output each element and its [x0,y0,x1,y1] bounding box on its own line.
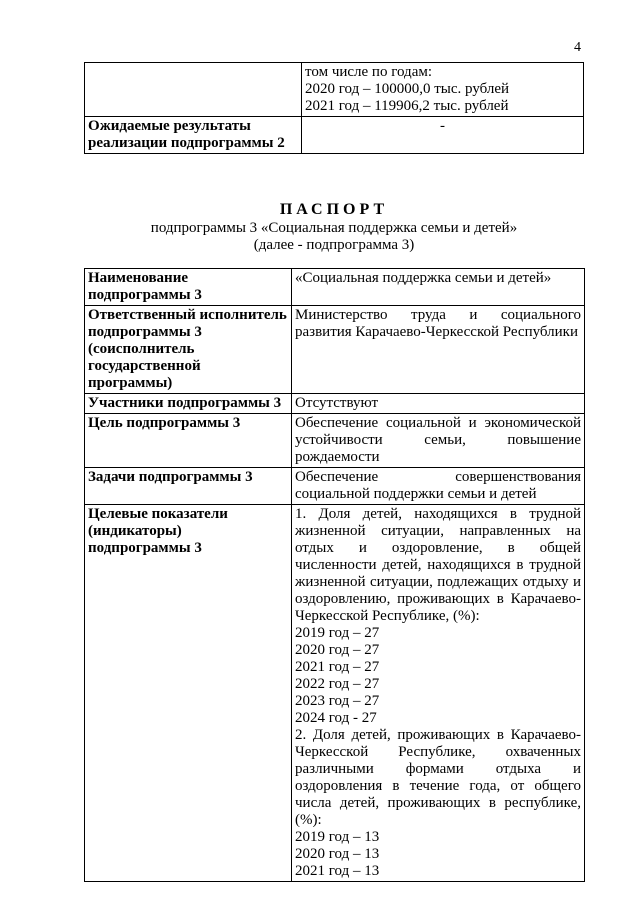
previous-subprogram-table [84,62,584,154]
indicator-line: 2020 год – 27 [295,642,380,658]
table-row [85,63,584,117]
expected-results-value: - [302,117,584,154]
indicator-line: 1. Доля детей, находящихся в трудной жизненной ситуации, направленных на отдых и оздоровление, в общей численности детей, находящихся в трудной жизненной ситуации, подлежащих отдыху и оздоровлению, проживающих в Карачаево-Черкесской Республике, (%): [295,506,581,624]
responsible-executor-label: Ответственный исполнитель подпрограммы 3 (соисполнитель государственной программы) [85,306,292,394]
subprogram-name-label: Наименование подпрограммы 3 [85,269,292,306]
indicator-line: 2022 год – 27 [295,676,380,692]
table-row [85,468,585,505]
table-row [85,306,585,394]
funding-line: 2021 год – 119906,2 тыс. рублей [305,98,509,114]
table-row [85,394,585,414]
table-row [85,414,585,468]
table-row [85,505,585,882]
indicator-line: 2. Доля детей, проживающих в Карачаево-Черкесской Республике, охваченных различными формами отдыха и оздоровления в течение года, от общего числа детей, проживающих в республике, (%): [295,727,581,828]
participants-label: Участники подпрограммы 3 [85,394,292,414]
table-row [85,117,584,154]
indicator-line: 2024 год - 27 [295,710,377,726]
passport-table [84,268,585,882]
indicators-label: Целевые показатели (индикаторы) подпрограммы 3 [85,505,292,882]
tasks-label: Задачи подпрограммы 3 [85,468,292,505]
participants-value: Отсутствуют [292,394,585,414]
subprogram-name-value: «Социальная поддержка семьи и детей» [292,269,585,306]
table-row [85,269,585,306]
funding-line: 2020 год – 100000,0 тыс. рублей [305,81,510,97]
funding-by-year-cell [302,63,584,117]
indicators-value [292,505,585,882]
goal-label: Цель подпрограммы 3 [85,414,292,468]
funding-line: том числе по годам: [305,64,433,80]
table-cell-label [85,63,302,117]
goal-value: Обеспечение социальной и экономической устойчивости семьи, повышение рождаемости [292,414,585,468]
indicator-line: 2019 год – 27 [295,625,380,641]
expected-results-label: Ожидаемые результаты реализации подпрограммы 2 [85,117,302,154]
passport-title: ПАСПОРТ [279,201,389,218]
page-number: 4 [574,40,581,55]
tasks-value: Обеспечение совершенствования социальной поддержки семьи и детей [292,468,585,505]
responsible-executor-value: Министерство труда и социального развития Карачаево-Черкесской Республики [292,306,585,394]
indicator-line: 2023 год – 27 [295,693,380,709]
indicator-line: 2020 год – 13 [295,846,380,862]
passport-subtitle: подпрограммы 3 «Социальная поддержка семьи и детей» [150,220,518,236]
indicator-line: 2019 год – 13 [295,829,380,845]
indicator-line: 2021 год – 27 [295,659,380,675]
indicator-line: 2021 год – 13 [295,863,380,879]
passport-subtitle-note: (далее - подпрограмма 3) [253,237,415,253]
